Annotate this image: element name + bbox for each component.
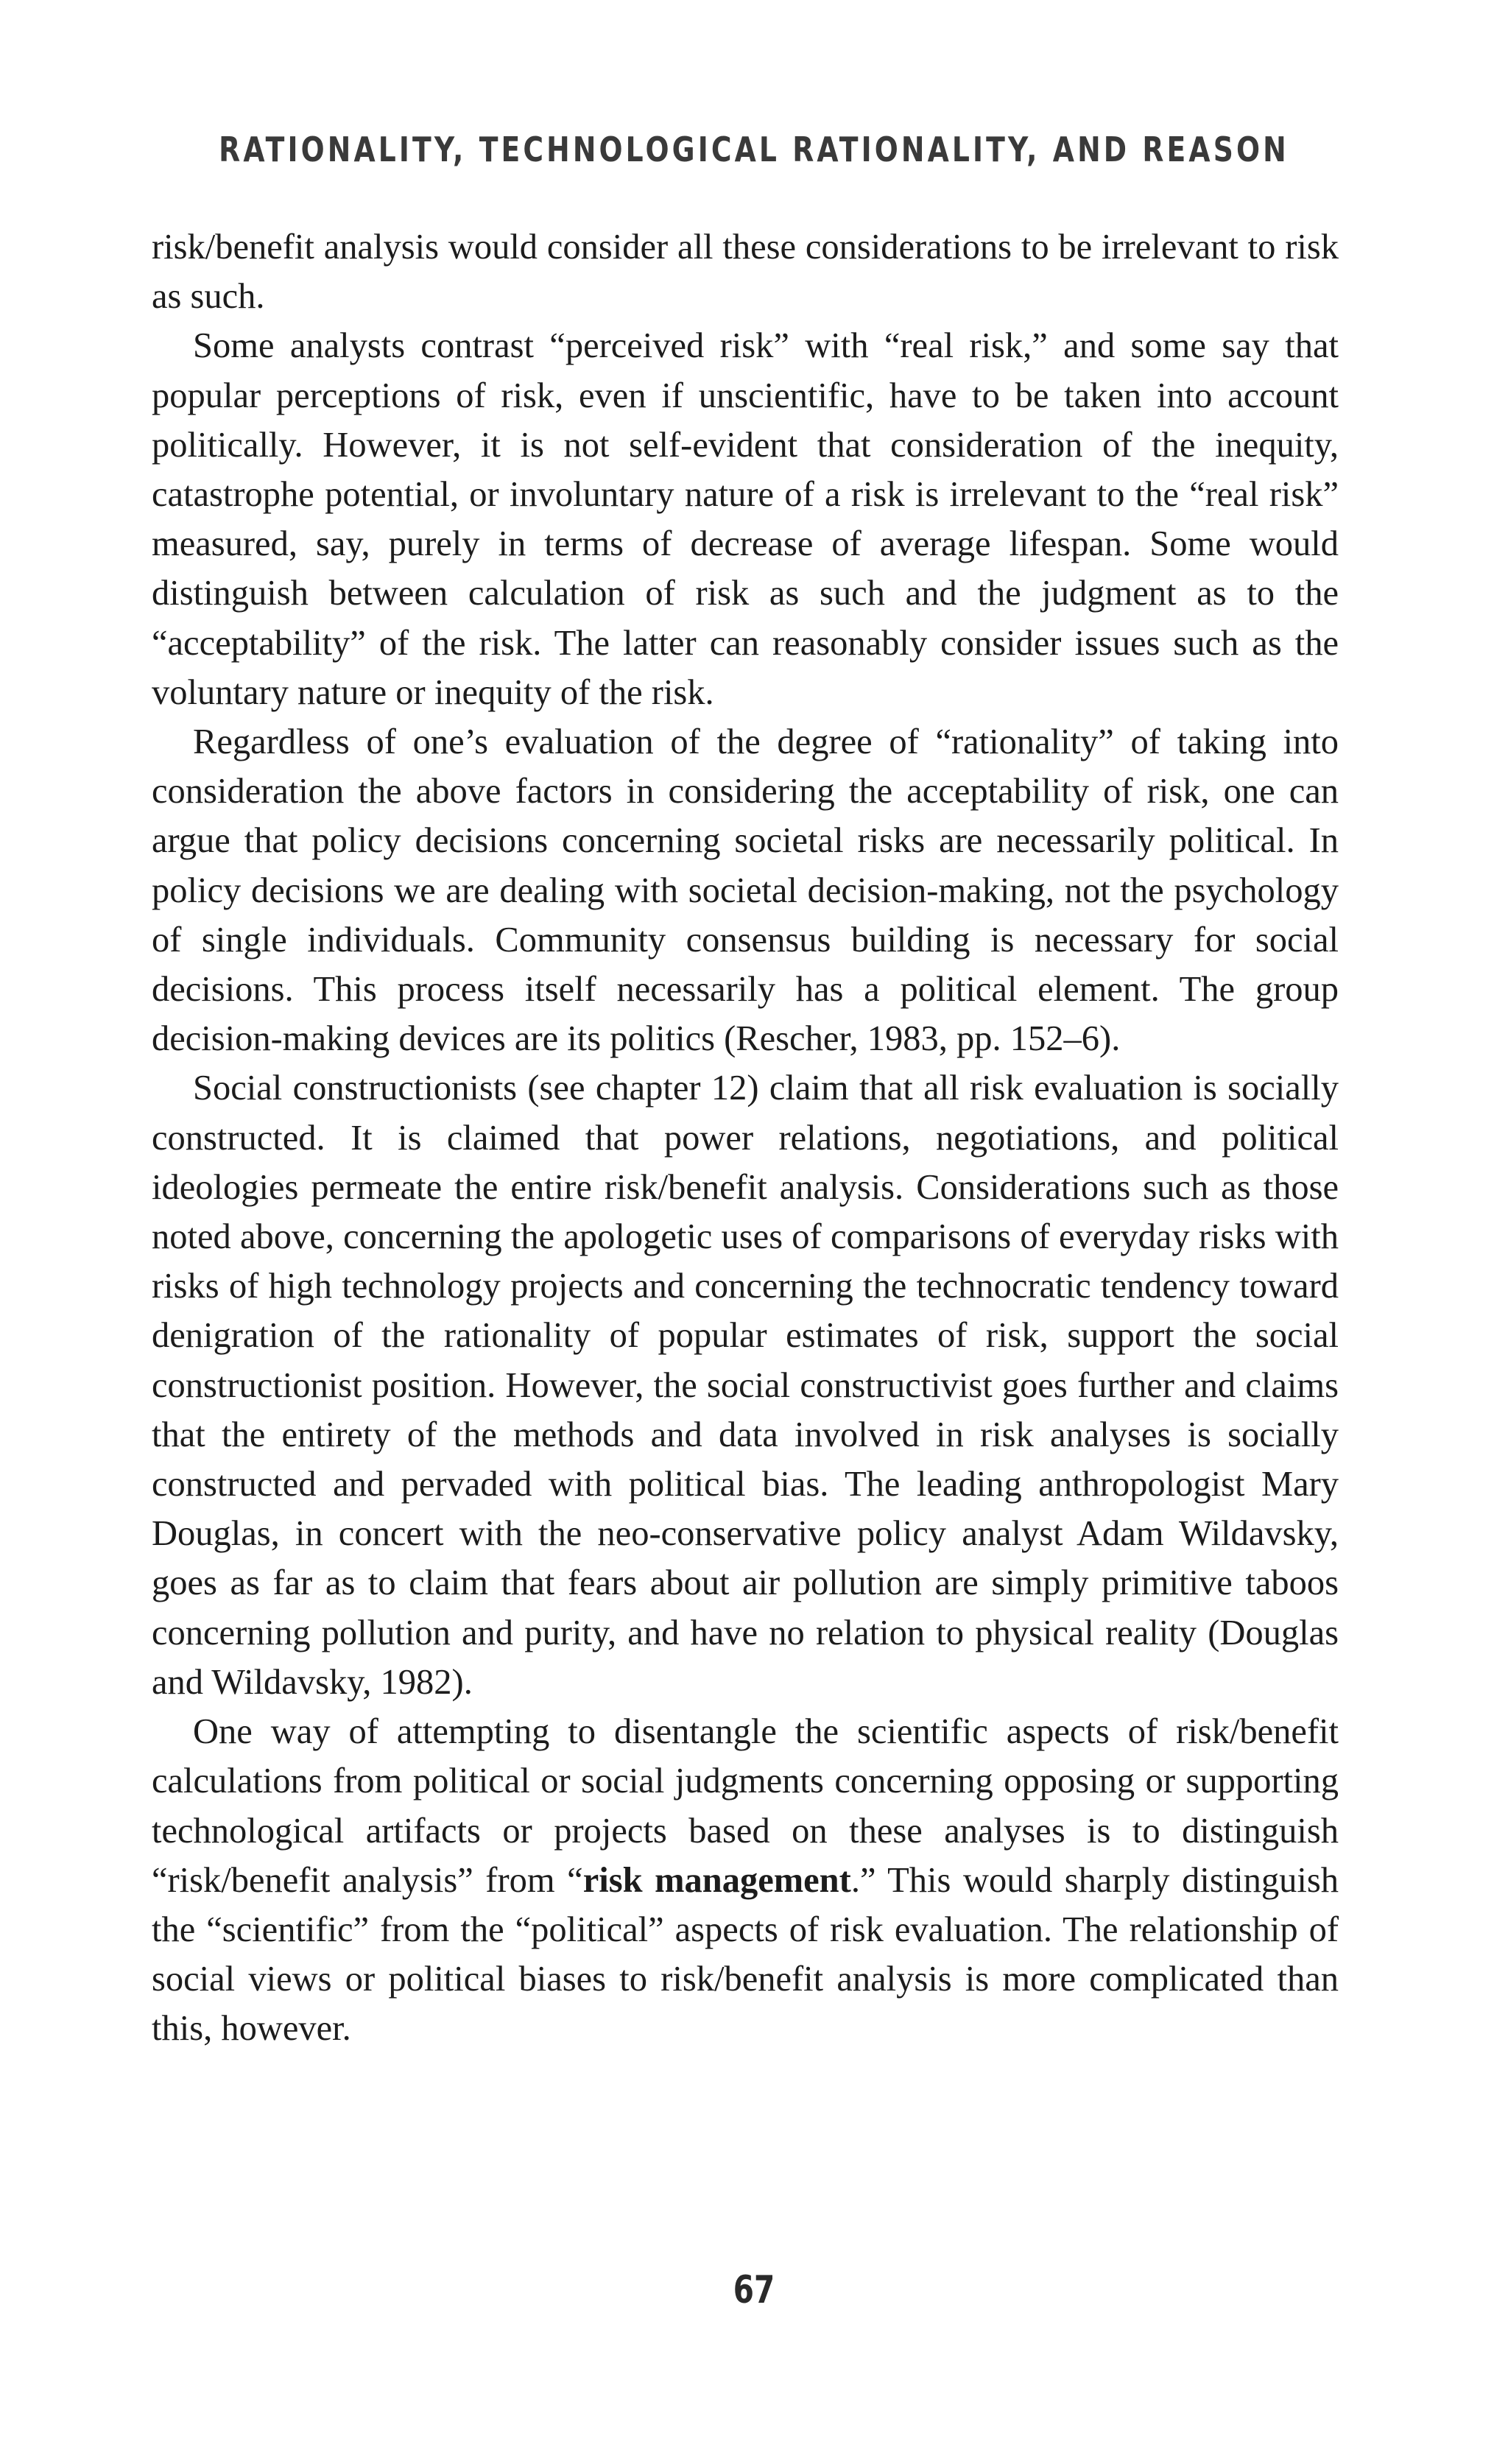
text-run: One way of attempting to disentangle the scientific aspects of risk/benefit calculations from political or social judgments concerning opposing or supporting technological artifacts or projects based on these analyses is to distinguish “risk/benefit analysis” from “ <box>152 1712 1339 1900</box>
body-text <box>152 222 1339 2054</box>
paragraph-perceived-risk: Some analysts contrast “perceived risk” with “real risk,” and some say that popular perceptions of risk, even if unscientific, have to be taken into account politically. However, it is not self-evident that consideration of the inequity, catastrophe potential, or involuntary nature of a risk is irrelevant to the “real risk” measured, say, purely in terms of decrease of average lifespan. Some would distinguish between calculation of risk as such and the judgment as to the “acceptability” of the risk. The latter can reasonably consider issues such as the voluntary nature or inequity of the risk. <box>152 326 1339 712</box>
paragraph-continued: risk/benefit analysis would consider all these considerations to be irrelevant to risk as such. <box>152 228 1339 317</box>
key-term: risk management <box>582 1860 851 1900</box>
text-run: .” This would sharply distinguish the “scientific” from the “political” aspects of risk evaluation. The relationship of social views or political biases to risk/benefit analysis is more complicated than this, however. <box>152 1860 1339 2049</box>
running-head: RATIONALITY, TECHNOLOGICAL RATIONALITY, AND REASON <box>219 130 1289 169</box>
paragraph-rationality: Regardless of one’s evaluation of the degree of “rationality” of taking into consideration the above factors in considering the acceptability of risk, one can argue that policy decisions concerning societal risks are necessarily political. In policy decisions we are dealing with societal decision-making, not the psychology of single individuals. Community consensus building is necessary for social decisions. This process itself necessarily has a political element. The group decision-making devices are its politics (Rescher, 1983, pp. 152–6). <box>152 722 1339 1059</box>
paragraph-social-constructionists: Social constructionists (see chapter 12) claim that all risk evaluation is socially constructed. It is claimed that power relations, negotiations, and political ideologies permeate the entire risk/benefit analysis. Considerations such as those noted above, concerning the apologetic uses of comparisons of everyday risks with risks of high technology projects and concerning the technocratic tendency toward denigration of the rationality of popular estimates of risk, support the social constructionist position. However, the social constructivist goes further and claims that the entirety of the methods and data involved in risk analyses is socially constructed and pervaded with political bias. The leading anthropologist Mary Douglas, in concert with the neo-conservative policy analyst Adam Wildavsky, goes as far as to claim that fears about air pollution are simply primitive taboos concerning pollution and purity, and have no relation to physical reality (Douglas and Wildavsky, 1982). <box>152 1069 1339 1702</box>
paragraph-risk-management <box>152 1707 1339 2053</box>
page-number: 67 <box>733 2268 775 2312</box>
